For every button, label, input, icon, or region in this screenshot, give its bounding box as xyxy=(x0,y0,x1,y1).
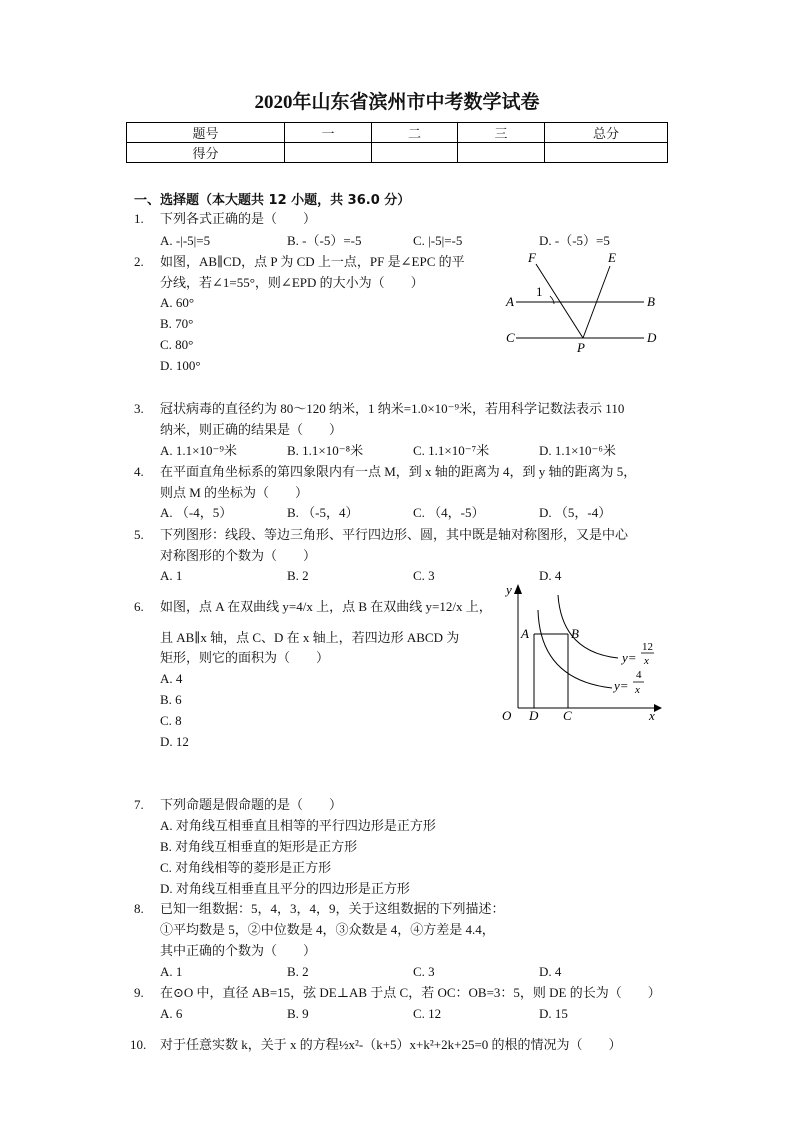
x-axis-arrow-icon xyxy=(654,704,662,712)
curve-y-12-over-x xyxy=(558,595,618,658)
question-text: ①平均数是 5，②中位数是 4，③众数是 4，④方差是 4.4， xyxy=(160,922,495,937)
score-table-header-row xyxy=(127,123,668,143)
question-number: 4. xyxy=(134,464,144,479)
option-d[interactable]: D. 100° xyxy=(160,358,201,373)
option-b[interactable]: B. 70° xyxy=(160,316,194,331)
question-number: 9. xyxy=(134,985,144,1000)
question-text: 分线，若∠1=55°，则∠EPD 的大小为（ ） xyxy=(160,275,424,290)
question-text: 对称图形的个数为（ ） xyxy=(160,548,317,563)
option-d[interactable]: D. 12 xyxy=(160,734,189,749)
question-text: 下列各式正确的是（ ） xyxy=(160,211,317,226)
question-text: 且 AB∥x 轴，点 C、D 在 x 轴上，若四边形 ABCD 为 xyxy=(160,630,460,645)
question-text: 其中正确的个数为（ ） xyxy=(160,943,317,958)
label-p: P xyxy=(577,340,585,355)
question-number: 6. xyxy=(134,599,144,614)
option-c[interactable]: C. 对角线相等的菱形是正方形 xyxy=(160,860,332,875)
option-c[interactable]: C. |-5|=-5 xyxy=(413,233,463,248)
option-b[interactable]: B. -（-5）=-5 xyxy=(287,233,362,248)
score-header-cell: 总分 xyxy=(545,123,668,143)
label-d: D xyxy=(647,330,657,345)
option-c[interactable]: C. 3 xyxy=(413,964,435,979)
question-number: 3. xyxy=(134,401,144,416)
question-text: 下列图形：线段、等边三角形、平行四边形、圆，其中既是轴对称图形，又是中心 xyxy=(160,527,629,542)
question-text: 已知一组数据：5，4，3，4，9，关于这组数据的下列描述： xyxy=(160,901,505,916)
score-table xyxy=(126,122,668,163)
option-a[interactable]: A. 对角线互相垂直且相等的平行四边形是正方形 xyxy=(160,818,436,833)
label-a: A xyxy=(521,626,529,641)
option-d[interactable]: D. 1.1×10⁻⁶米 xyxy=(539,443,616,458)
score-header-cell: 三 xyxy=(458,123,545,143)
option-b[interactable]: B. 1.1×10⁻⁸米 xyxy=(287,443,364,458)
option-c[interactable]: C. 80° xyxy=(160,337,194,352)
page-title: 2020年山东省滨州市中考数学试卷 xyxy=(254,92,540,113)
score-header-cell: 二 xyxy=(372,123,458,143)
option-a[interactable]: A. -|-5|=5 xyxy=(160,233,211,248)
question-text: 纳米，则正确的结果是（ ） xyxy=(160,422,343,437)
option-d[interactable]: D. -（-5）=5 xyxy=(539,233,610,248)
label-x-axis: x xyxy=(649,708,655,723)
label-f: F xyxy=(528,250,536,265)
section-heading: 一、选择题（本大题共 12 小题，共 36.0 分） xyxy=(134,193,411,208)
option-b[interactable]: B. 2 xyxy=(287,964,309,979)
question-text: 则点 M 的坐标为（ ） xyxy=(160,485,309,500)
question-number: 2. xyxy=(134,254,144,269)
option-d[interactable]: D. 4 xyxy=(539,964,562,979)
label-curve-12: y= xyxy=(622,650,637,665)
option-b[interactable]: B. 2 xyxy=(287,568,309,583)
question-text: 如图，AB∥CD，点 P 为 CD 上一点，PF 是∠EPC 的平 xyxy=(160,254,465,269)
option-b[interactable]: B. 6 xyxy=(160,692,182,707)
score-cell[interactable] xyxy=(545,143,668,163)
label-a: A xyxy=(506,294,514,309)
option-c[interactable]: C. （4，-5） xyxy=(413,505,485,520)
label-b: B xyxy=(571,626,579,641)
option-d[interactable]: D. 15 xyxy=(539,1006,568,1021)
option-d[interactable]: D. 4 xyxy=(539,568,562,583)
score-cell[interactable] xyxy=(372,143,458,163)
label-y-axis: y xyxy=(506,582,512,597)
question-text: 对于任意实数 k，关于 x 的方程½x²-（k+5）x+k²+2k+25=0 的根的情况为（ ） xyxy=(160,1037,622,1052)
label-curve-12-den: x xyxy=(644,655,649,667)
option-d[interactable]: D. 对角线互相垂直且平分的四边形是正方形 xyxy=(160,881,410,896)
score-header-cell: 一 xyxy=(285,123,372,143)
option-b[interactable]: B. （-5，4） xyxy=(287,505,359,520)
question-text: 如图，点 A 在双曲线 y=4/x 上，点 B 在双曲线 y=12/x 上， xyxy=(160,599,492,614)
label-angle-1: 1 xyxy=(536,284,543,299)
score-table-row xyxy=(127,143,668,163)
question-number: 10. xyxy=(130,1037,147,1052)
angle-1-arc xyxy=(550,296,554,304)
option-b[interactable]: B. 对角线互相垂直的矩形是正方形 xyxy=(160,839,358,854)
label-curve-4-den: x xyxy=(635,684,640,696)
score-cell[interactable] xyxy=(285,143,372,163)
label-e: E xyxy=(608,250,616,265)
option-c[interactable]: C. 3 xyxy=(413,568,435,583)
question-text: 矩形，则它的面积为（ ） xyxy=(160,650,330,665)
label-curve-12-num: 12 xyxy=(642,641,653,653)
label-c: C xyxy=(563,708,572,723)
option-b[interactable]: B. 9 xyxy=(287,1006,309,1021)
label-d: D xyxy=(529,708,539,723)
option-d[interactable]: D. （5，-4） xyxy=(539,505,612,520)
option-a[interactable]: A. 1 xyxy=(160,568,183,583)
option-a[interactable]: A. 6 xyxy=(160,1006,183,1021)
figure-hyperbola xyxy=(496,580,666,725)
option-c[interactable]: C. 12 xyxy=(413,1006,442,1021)
question-text: 冠状病毒的直径约为 80～120 纳米，1 纳米=1.0×10⁻⁹米，若用科学记数法表示 110 xyxy=(160,401,625,416)
label-b: B xyxy=(647,294,655,309)
question-number: 1. xyxy=(134,211,144,226)
question-number: 8. xyxy=(134,901,144,916)
label-curve-4-num: 4 xyxy=(636,669,642,681)
y-axis-arrow-icon xyxy=(514,584,522,594)
score-cell[interactable] xyxy=(458,143,545,163)
figure-parallel-lines xyxy=(498,248,668,358)
question-text: 下列命题是假命题的是（ ） xyxy=(160,797,343,812)
score-row-label: 得分 xyxy=(127,143,285,163)
option-a[interactable]: A. 4 xyxy=(160,671,183,686)
option-c[interactable]: C. 1.1×10⁻⁷米 xyxy=(413,443,490,458)
ray-pf xyxy=(536,264,583,338)
option-a[interactable]: A. （-4，5） xyxy=(160,505,233,520)
question-text: 在平面直角坐标系的第四象限内有一点 M，到 x 轴的距离为 4，到 y 轴的距离为 5， xyxy=(160,464,637,479)
label-curve-4: y= xyxy=(614,678,629,693)
label-c: C xyxy=(506,330,515,345)
curve-y-4-over-x xyxy=(538,610,612,688)
question-number: 7. xyxy=(134,797,144,812)
label-o: O xyxy=(502,708,512,723)
option-a[interactable]: A. 1.1×10⁻⁹米 xyxy=(160,443,237,458)
option-a[interactable]: A. 60° xyxy=(160,295,195,310)
option-a[interactable]: A. 1 xyxy=(160,964,183,979)
question-number: 5. xyxy=(134,527,144,542)
score-header-cell: 题号 xyxy=(127,123,285,143)
option-c[interactable]: C. 8 xyxy=(160,713,182,728)
question-text: 在⊙O 中，直径 AB=15，弦 DE⊥AB 于点 C，若 OC：OB=3：5，则 DE 的长为（ ） xyxy=(160,985,661,1000)
